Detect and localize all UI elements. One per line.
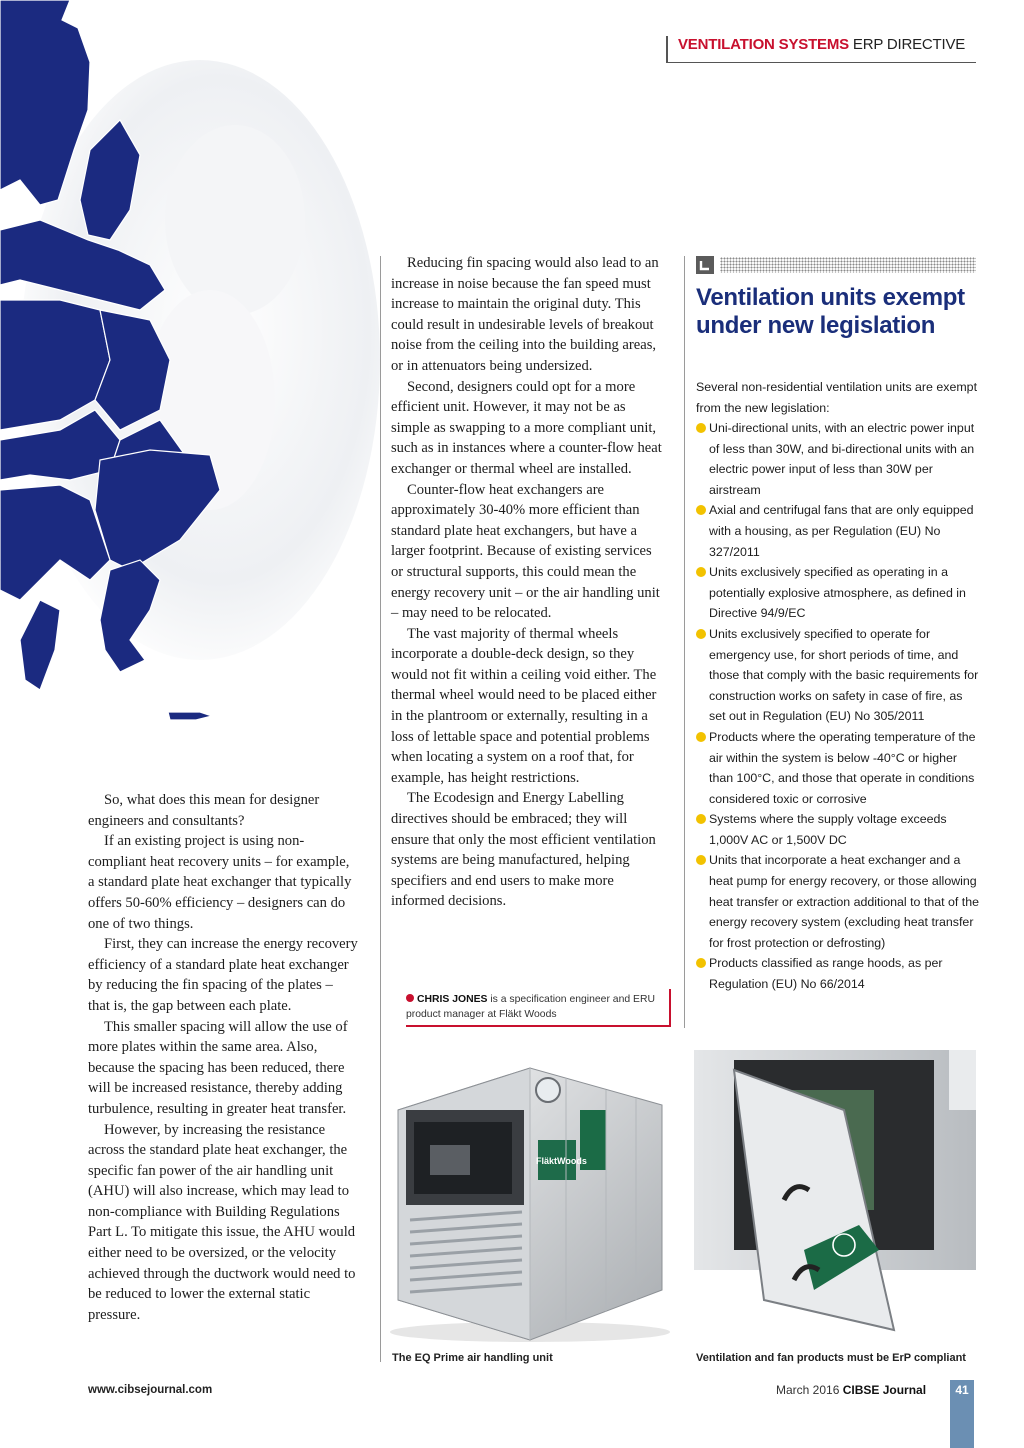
article-column-1 <box>88 790 358 1325</box>
dotted-band <box>720 257 976 273</box>
paragraph: Reducing fin spacing would also lead to an increase in noise because the fan speed must increase to maintain the original duty. This could result in undesirable levels of breakout noise from the ceiling into the building areas, or in attenuators being undersized. <box>391 255 659 374</box>
bio-rule <box>669 989 671 1027</box>
footer-url[interactable]: www.cibsejournal.com <box>88 1384 213 1396</box>
header-rule-vertical <box>666 36 668 62</box>
author-name: CHRIS JONES <box>417 994 488 1005</box>
paragraph: However, by increasing the resistance across the standard plate heat exchanger, the specific fan power of the air handling unit (AHU) will also increase, which may lead to non-compliance with Building Regulations Part L. To mitigate this issue, the AHU would either need to be oversized, or the velocity achieved through the ductwork would need to be reduced to lower the external static pressure. <box>88 1121 356 1323</box>
journal-name: CIBSE Journal <box>842 1383 927 1397</box>
yellow-bullet-icon <box>696 567 706 577</box>
column-divider <box>684 256 685 1028</box>
europe-map-illustration <box>0 0 380 760</box>
brand-logo-text: FläktWoods <box>536 1156 587 1166</box>
yellow-bullet-icon <box>696 855 706 865</box>
bio-rule <box>406 1025 670 1027</box>
paragraph: If an existing project is using non-compliant heat recovery units – for example, a standard plate heat exchanger that typically offers 50-60% efficiency – designers can do one of two things. <box>88 833 352 932</box>
sidebar-intro: Several non-residential ventilation units are exempt from the new legislation: <box>696 380 978 415</box>
sidebar-corner-icon <box>696 256 714 274</box>
page-number: 41 <box>955 1383 969 1397</box>
header-rule-horizontal <box>666 62 976 63</box>
list-item: Units that incorporate a heat exchanger and a heat pump for energy recovery, or those allowing heat transfer or extraction additional to that of the energy recovery system (excluding heat transfer for frost protection or defrosting) <box>696 850 982 953</box>
exemption-list <box>696 418 982 995</box>
footer-issue <box>776 1383 926 1397</box>
section-header <box>666 36 976 64</box>
paragraph: This smaller spacing will allow the use of more plates within the same area. Also, because the spacing has been reduced, there will be increased resistance, thereby adding turbulence, resulting in greater heat transfer. <box>88 1018 348 1117</box>
image-caption: Ventilation and fan products must be ErP compliant <box>696 1352 966 1364</box>
image-caption: The EQ Prime air handling unit <box>392 1352 553 1364</box>
list-item: Axial and centrifugal fans that are only equipped with a housing, as per Regulation (EU) No 327/2011 <box>696 500 982 562</box>
author-description: is a specification engineer and ERU product manager at Fläkt Woods <box>406 994 655 1020</box>
list-item: Systems where the supply voltage exceeds 1,000V AC or 1,500V DC <box>696 809 982 850</box>
yellow-bullet-icon <box>696 505 706 515</box>
unit-door-photo <box>694 1050 976 1350</box>
list-item: Units exclusively specified to operate for emergency use, for short periods of time, and those that comply with the basic requirements for construction works on safety in case of fire, as set out in Regulation (EU) No 305/2011 <box>696 624 982 727</box>
author-bio <box>406 992 668 1022</box>
article-column-2 <box>391 253 665 912</box>
yellow-bullet-icon <box>696 629 706 639</box>
page-number-badge <box>950 1380 974 1448</box>
issue-date: March 2016 <box>776 1383 840 1397</box>
list-item: Uni-directional units, with an electric power input of less than 30W, and bi-directional units with an electric power input of less than 30W per airstream <box>696 418 982 500</box>
yellow-bullet-icon <box>696 958 706 968</box>
header-subtopic: ERP DIRECTIVE <box>852 36 966 53</box>
air-handling-unit-photo <box>380 1050 670 1350</box>
paragraph: Counter-flow heat exchangers are approximately 30-40% more efficient than standard plate heat exchangers, but have a larger footprint. Because of existing services or structural supports, this could mean the energy recovery unit – or the air handling unit – may need to be relocated. <box>391 481 660 622</box>
paragraph: First, they can increase the energy recovery efficiency of a standard plate heat exchanger by reducing the fin spacing of the plates – that is, the gap between each plate. <box>88 936 358 1014</box>
paragraph: The Ecodesign and Energy Labelling directives should be embraced; they will ensure that only the most efficient ventilation systems are being manufactured, helping specifiers and end users to make more informed decisions. <box>391 790 656 910</box>
yellow-bullet-icon <box>696 814 706 824</box>
sidebar-title: Ventilation units exempt under new legislation <box>696 284 965 339</box>
yellow-bullet-icon <box>696 423 706 433</box>
paragraph: So, what does this mean for designer engineers and consultants? <box>88 792 320 829</box>
paragraph: The vast majority of thermal wheels incorporate a double-deck design, so they would not fit within a ceiling void either. The thermal wheel would need to be placed either in the plantroom or externally, resulting in a loss of lettable space and potential problems when locating a system on a roof that, for example, has height restrictions. <box>391 625 657 786</box>
header-topic: VENTILATION SYSTEMS <box>678 36 849 53</box>
header-label <box>678 36 965 53</box>
list-item: Units exclusively specified as operating in a potentially explosive atmosphere, as defined in Directive 94/9/EC <box>696 562 982 624</box>
bullet-dot-icon <box>406 994 414 1002</box>
paragraph: Second, designers could opt for a more efficient unit. However, it may not be as simple as swapping to a more compliant unit, such as in instances where a counter-flow heat exchanger or thermal wheel are installed. <box>391 378 662 477</box>
list-item: Products where the operating temperature of the air within the system is below -40°C or higher than 100°C, and those that operate in conditions considered toxic or corrosive <box>696 727 982 809</box>
list-item: Products classified as range hoods, as per Regulation (EU) No 66/2014 <box>696 953 982 994</box>
yellow-bullet-icon <box>696 732 706 742</box>
